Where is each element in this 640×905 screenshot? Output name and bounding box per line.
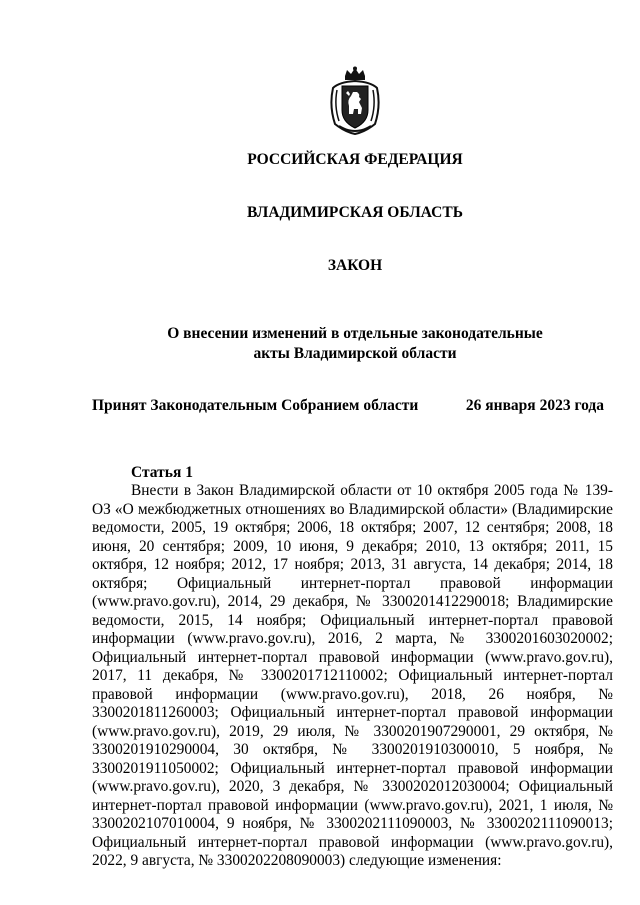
law-title-line-2: акты Владимирской области	[253, 345, 457, 362]
coat-of-arms-icon	[325, 66, 385, 136]
article-heading: Статья 1	[131, 464, 193, 481]
region-heading: ВЛАДИМИРСКАЯ ОБЛАСТЬ	[247, 204, 463, 221]
adopted-by: Принят Законодательным Собранием области	[92, 397, 419, 414]
country-heading: РОССИЙСКАЯ ФЕДЕРАЦИЯ	[247, 151, 463, 168]
law-title-line-1: О внесении изменений в отдельные законодательные	[167, 325, 543, 342]
adoption-line	[92, 396, 604, 416]
adopted-date: 26 января 2023 года	[465, 397, 604, 414]
document-type-heading: ЗАКОН	[327, 257, 383, 274]
law-title	[0, 324, 640, 364]
article-body: Внести в Закон Владимирской области от 10 октября 2005 года № 139-ОЗ «О межбюджетных отношениях во Владимирской области» (Владимирские ведомости, 2005, 19 октября; 2006, 18 октября; 2007, 12 сентября; 2008, 18 июня, 20 сентября; 2009, 10 июня, 9 декабря; 2010, 13 октября; 2011, 15 октября, 12 ноября; 2012, 17 ноября; 2013, 31 августа, 14 декабря; 2014, 18 октября; Официальный интернет-портал правовой информации (www.pravo.gov.ru), 2014, 29 декабря, № 3300201412290018; Владимирские ведомости, 2015, 14 ноября; Официальный интернет-портал правовой информации (www.pravo.gov.ru), 2016, 2 марта, № 3300201603020002; Официальный интернет-портал правовой информации (www.pravo.gov.ru), 2017, 11 декабря, № 3300201712110002; Официальный интернет-портал правовой информации (www.pravo.gov.ru), 2018, 26 ноября, № 3300201811260003; Официальный интернет-портал правовой информации (www.pravo.gov.ru), 2019, 29 июля, № 3300201907290001, 29 октября, № 3300201910290004, 30 октября, № 3300201910300010, 5 ноября, № 3300201911050002; Официальный интернет-портал правовой информации (www.pravo.gov.ru), 2020, 3 декабря, № 3300202012030004; Официальный интернет-портал правовой информации (www.pravo.gov.ru), 2021, 1 июля, № 3300202107010004, 9 ноября, № 3300202111090003, № 3300202111090013; Официальный интернет-портал правовой информации (www.pravo.gov.ru), 2022, 9 августа, № 3300202208090003) следующие изменения:	[92, 482, 613, 869]
